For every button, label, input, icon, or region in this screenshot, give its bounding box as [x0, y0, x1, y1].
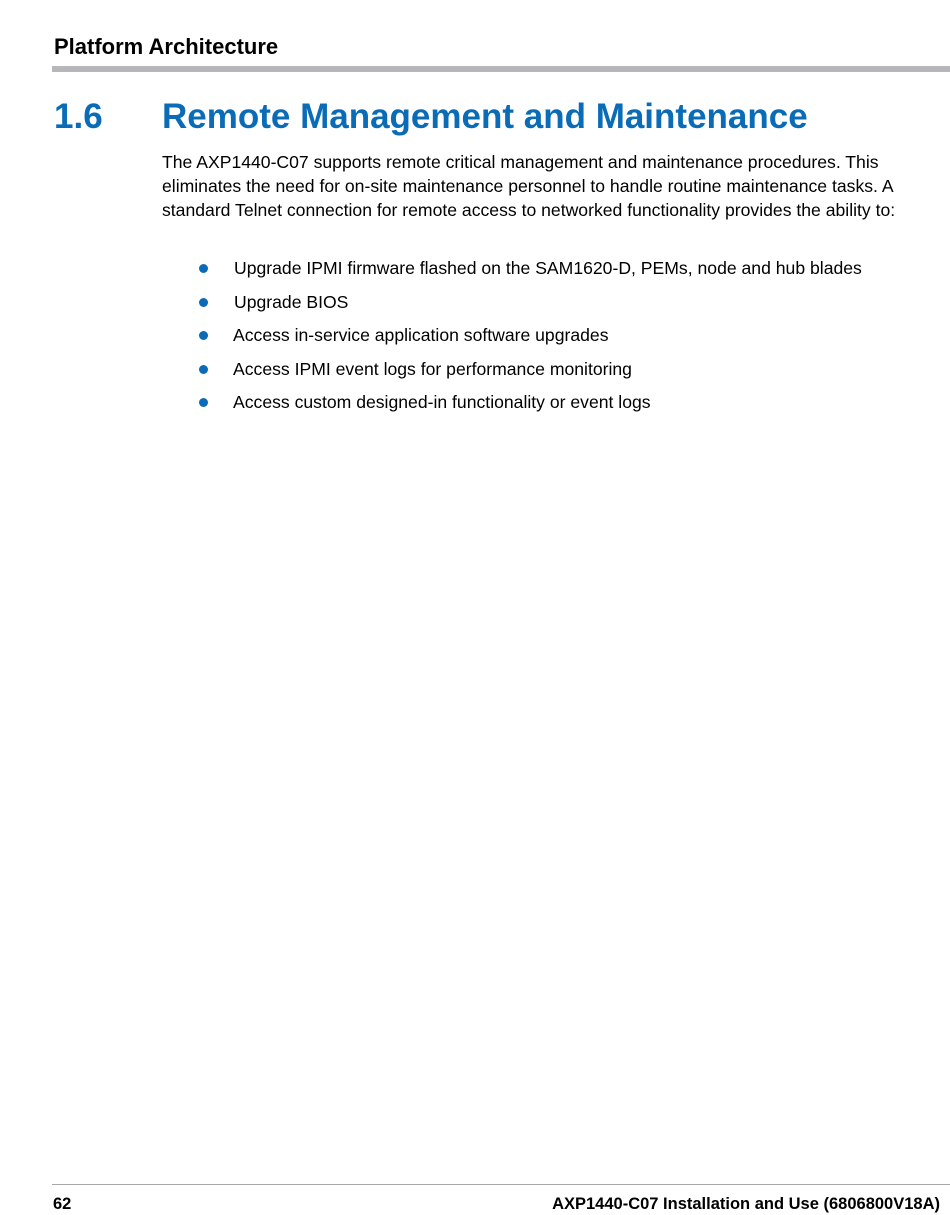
list-item	[0, 256, 950, 290]
page-number: 62	[53, 1195, 72, 1213]
bullet-icon	[199, 331, 208, 340]
list-item-text: Access in-service application software upgrades	[233, 325, 609, 345]
list-item	[0, 357, 950, 391]
list-item	[0, 290, 950, 324]
footer-divider	[52, 1184, 950, 1185]
list-item-text: Upgrade IPMI firmware flashed on the SAM1620-D, PEMs, node and hub blades	[234, 258, 862, 278]
list-item	[0, 390, 950, 424]
bullet-icon	[199, 298, 208, 307]
list-item	[0, 323, 950, 357]
bullet-icon	[199, 264, 208, 273]
list-item-text: Upgrade BIOS	[234, 291, 349, 312]
section-number: 1.6	[54, 97, 103, 136]
list-item-text: Access IPMI event logs for performance monitoring	[233, 358, 632, 379]
header-divider	[52, 66, 950, 72]
list-item-text: Access custom designed-in functionality or event logs	[233, 392, 651, 412]
capability-list	[0, 256, 950, 424]
section-title: Remote Management and Maintenance	[162, 97, 808, 136]
running-header-title: Platform Architecture	[54, 34, 279, 59]
bullet-icon	[199, 398, 208, 407]
intro-paragraph: The AXP1440-C07 supports remote critical management and maintenance procedures. This eliminates the need for on-site maintenance personnel to handle routine maintenance tasks. A standard Telnet connection for remote access to networked functionality provides the ability to:	[162, 152, 896, 220]
document-title: AXP1440-C07 Installation and Use (6806800V18A)	[552, 1195, 940, 1213]
bullet-icon	[199, 365, 208, 374]
